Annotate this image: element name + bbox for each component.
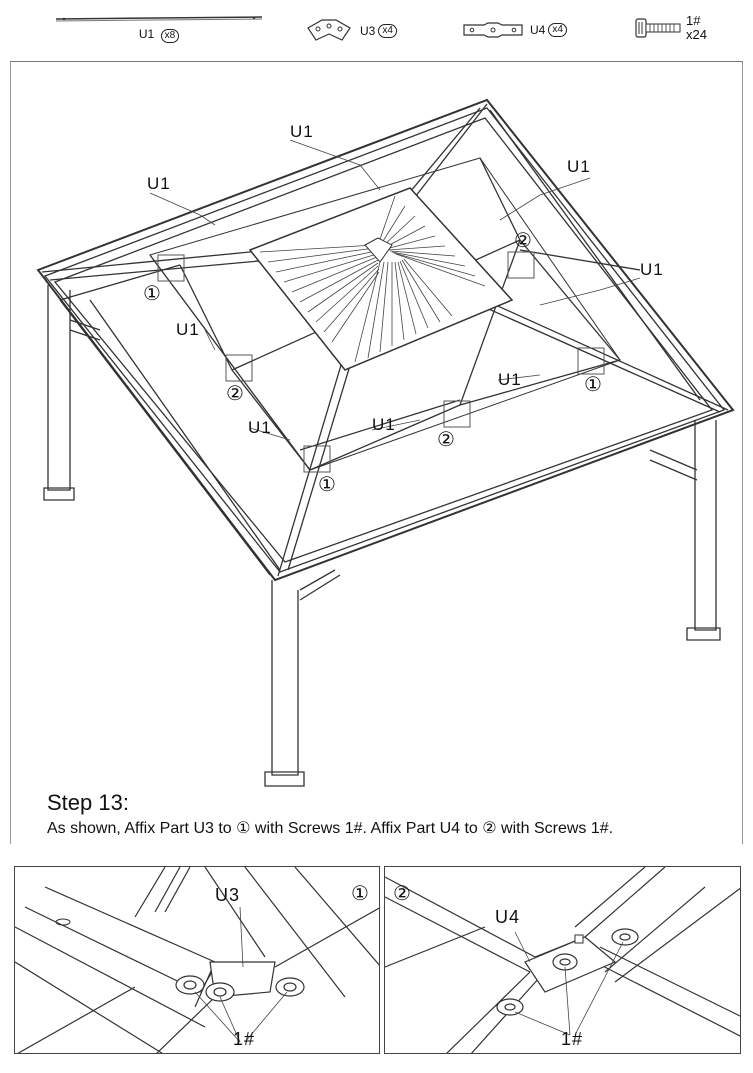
u1-label-right-mid: U1 <box>498 370 522 389</box>
detail-left-marker: ① <box>351 883 369 905</box>
marker-1-left: ① <box>143 283 161 305</box>
step-title: Step 13: <box>47 790 129 815</box>
u3-qty: x4 <box>378 24 397 38</box>
detail-panel-u4 <box>384 866 741 1054</box>
marker-2-left: ② <box>226 383 244 405</box>
detail-u4-label: U4 <box>495 907 521 927</box>
u1-label-center: U1 <box>372 415 396 434</box>
u1-label-right-top: U1 <box>567 157 591 176</box>
u1-label-left-top: U1 <box>147 174 171 193</box>
marker-1-right: ① <box>584 374 602 396</box>
u4-label: U4 <box>530 23 546 37</box>
screw-qty: x24 <box>686 27 707 42</box>
detail-u3-label: U3 <box>215 885 241 905</box>
screw-label: 1# <box>686 13 701 28</box>
detail-right-screw-label: 1# <box>561 1029 584 1049</box>
detail-right-marker: ② <box>393 883 411 905</box>
u1-label-right: U1 <box>640 260 664 279</box>
u1-qty: x8 <box>161 29 180 43</box>
marker-1-front: ① <box>318 474 336 496</box>
detail-panel-u3 <box>14 866 380 1054</box>
marker-2-right-top: ② <box>514 230 532 252</box>
detail-u3-drawing <box>15 867 380 1054</box>
step-instruction: As shown, Affix Part U3 to ① with Screws 1#. Affix Part U4 to ② with Screws 1#. <box>47 820 614 837</box>
u1-label-left-bottom: U1 <box>248 418 272 437</box>
roof-vent-panel <box>250 188 512 370</box>
detail-left-screw-label: 1# <box>233 1029 256 1049</box>
u1-label-top: U1 <box>290 122 314 141</box>
marker-2-center: ② <box>437 429 455 451</box>
u3-label: U3 <box>360 24 376 38</box>
u4-qty: x4 <box>548 23 567 37</box>
u1-label-left: U1 <box>176 320 200 339</box>
u1-label: U1 <box>138 27 155 41</box>
detail-u4-drawing <box>385 867 741 1054</box>
